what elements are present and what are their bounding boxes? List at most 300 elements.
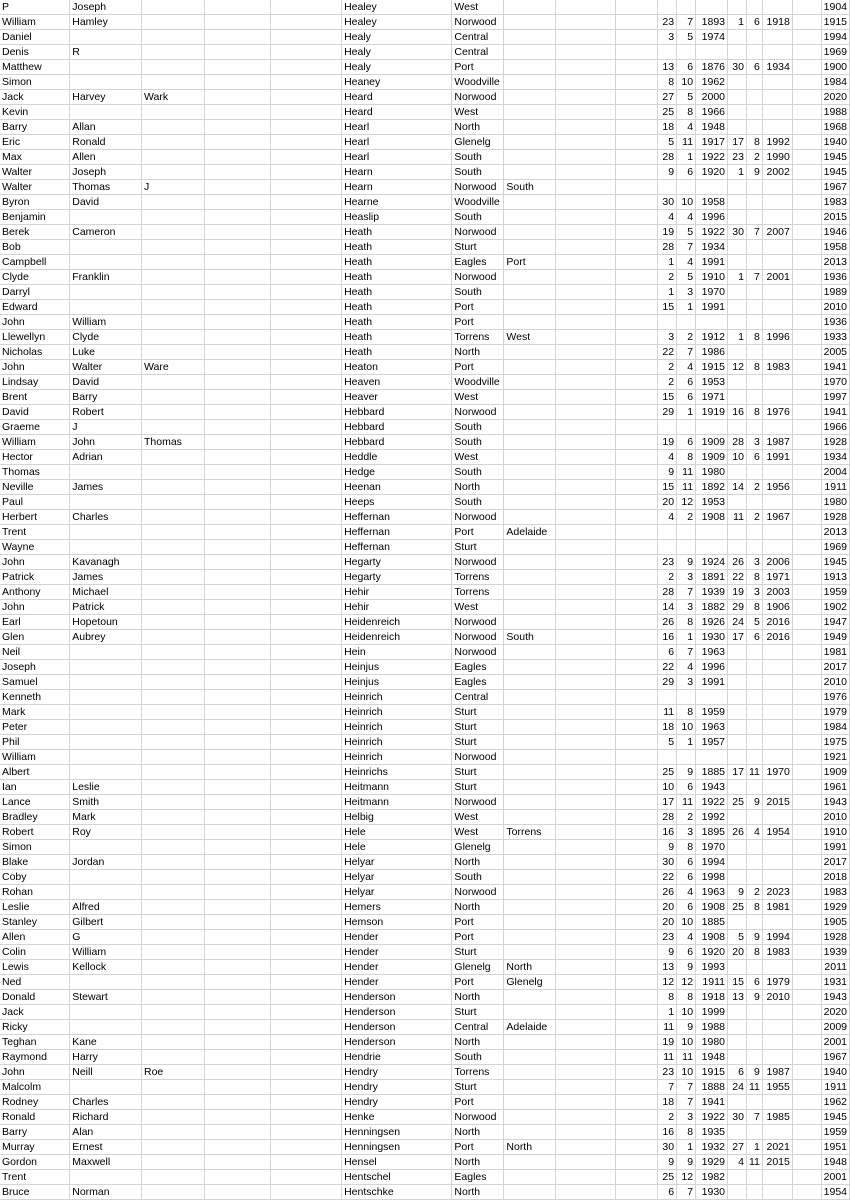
cell-first-name[interactable]: Lindsay: [0, 375, 70, 390]
cell-death-month[interactable]: [746, 75, 762, 90]
cell-birth-year[interactable]: 1920: [696, 165, 728, 180]
cell-first-name[interactable]: Rodney: [0, 1095, 70, 1110]
cell-death-month[interactable]: [746, 690, 762, 705]
cell-birth-year[interactable]: 1908: [696, 510, 728, 525]
cell-birth-month[interactable]: 11: [677, 480, 696, 495]
cell-surname[interactable]: Heinrich: [342, 720, 452, 735]
cell-col-i[interactable]: [556, 150, 615, 165]
cell-birth-day[interactable]: 1: [658, 1005, 677, 1020]
cell-death-year[interactable]: 1996: [762, 330, 792, 345]
cell-club-2[interactable]: [504, 0, 556, 15]
cell-club[interactable]: Eagles: [452, 660, 504, 675]
cell-col-d[interactable]: [204, 420, 270, 435]
cell-col-j[interactable]: [615, 255, 658, 270]
cell-birth-day[interactable]: 2: [658, 1110, 677, 1125]
cell-death-day[interactable]: 23: [728, 150, 747, 165]
cell-col-e[interactable]: [270, 105, 341, 120]
cell-third-name[interactable]: [141, 135, 204, 150]
cell-surname[interactable]: Heidenreich: [342, 630, 452, 645]
cell-col-e[interactable]: [270, 1110, 341, 1125]
cell-death-day[interactable]: [728, 705, 747, 720]
cell-club-2[interactable]: [504, 885, 556, 900]
cell-death-month[interactable]: 3: [746, 555, 762, 570]
cell-birth-month[interactable]: 5: [677, 225, 696, 240]
cell-birth-year[interactable]: [696, 315, 728, 330]
cell-col-i[interactable]: [556, 975, 615, 990]
cell-death-year[interactable]: [762, 525, 792, 540]
cell-birth-year[interactable]: [696, 420, 728, 435]
cell-first-name[interactable]: Colin: [0, 945, 70, 960]
cell-surname[interactable]: Heinjus: [342, 675, 452, 690]
cell-third-name[interactable]: [141, 540, 204, 555]
cell-club-2[interactable]: [504, 585, 556, 600]
cell-death-year[interactable]: [762, 750, 792, 765]
cell-debut-year[interactable]: 1969: [821, 45, 849, 60]
cell-birth-year[interactable]: 1908: [696, 930, 728, 945]
cell-col-d[interactable]: [204, 765, 270, 780]
cell-col-i[interactable]: [556, 240, 615, 255]
cell-death-day[interactable]: 6: [728, 1065, 747, 1080]
cell-birth-year[interactable]: 1885: [696, 915, 728, 930]
cell-death-year[interactable]: 1906: [762, 600, 792, 615]
cell-death-year[interactable]: [762, 735, 792, 750]
cell-col-e[interactable]: [270, 900, 341, 915]
cell-col-q[interactable]: [792, 1110, 821, 1125]
cell-surname[interactable]: Hemers: [342, 900, 452, 915]
cell-club[interactable]: Sturt: [452, 765, 504, 780]
cell-death-month[interactable]: [746, 345, 762, 360]
cell-birth-day[interactable]: 22: [658, 345, 677, 360]
cell-third-name[interactable]: [141, 1185, 204, 1200]
cell-debut-year[interactable]: 1951: [821, 1140, 849, 1155]
cell-death-month[interactable]: 8: [746, 360, 762, 375]
cell-col-d[interactable]: [204, 330, 270, 345]
cell-death-month[interactable]: [746, 0, 762, 15]
cell-col-q[interactable]: [792, 1035, 821, 1050]
cell-surname[interactable]: Helyar: [342, 885, 452, 900]
cell-debut-year[interactable]: 2010: [821, 810, 849, 825]
cell-col-i[interactable]: [556, 30, 615, 45]
cell-col-i[interactable]: [556, 450, 615, 465]
cell-death-year[interactable]: [762, 465, 792, 480]
cell-death-month[interactable]: 2: [746, 510, 762, 525]
cell-third-name[interactable]: [141, 105, 204, 120]
cell-first-name[interactable]: Mark: [0, 705, 70, 720]
cell-birth-month[interactable]: 3: [677, 1110, 696, 1125]
cell-col-e[interactable]: [270, 45, 341, 60]
cell-death-month[interactable]: 9: [746, 930, 762, 945]
cell-first-name[interactable]: Kenneth: [0, 690, 70, 705]
cell-surname[interactable]: Heath: [342, 270, 452, 285]
cell-birth-day[interactable]: 19: [658, 225, 677, 240]
cell-second-name[interactable]: [70, 705, 142, 720]
cell-birth-day[interactable]: 6: [658, 645, 677, 660]
cell-col-e[interactable]: [270, 315, 341, 330]
cell-birth-month[interactable]: 7: [677, 15, 696, 30]
cell-death-month[interactable]: [746, 210, 762, 225]
cell-col-j[interactable]: [615, 960, 658, 975]
cell-death-day[interactable]: [728, 1005, 747, 1020]
cell-death-day[interactable]: 12: [728, 360, 747, 375]
cell-birth-month[interactable]: 1: [677, 630, 696, 645]
cell-col-j[interactable]: [615, 870, 658, 885]
cell-club[interactable]: Torrens: [452, 570, 504, 585]
cell-club[interactable]: Sturt: [452, 945, 504, 960]
cell-first-name[interactable]: Donald: [0, 990, 70, 1005]
cell-surname[interactable]: Hender: [342, 960, 452, 975]
cell-debut-year[interactable]: 1969: [821, 540, 849, 555]
cell-birth-year[interactable]: 1986: [696, 345, 728, 360]
cell-surname[interactable]: Heard: [342, 90, 452, 105]
cell-col-q[interactable]: [792, 405, 821, 420]
cell-death-day[interactable]: [728, 660, 747, 675]
cell-col-j[interactable]: [615, 45, 658, 60]
cell-col-q[interactable]: [792, 750, 821, 765]
cell-second-name[interactable]: Gilbert: [70, 915, 142, 930]
cell-col-i[interactable]: [556, 690, 615, 705]
cell-surname[interactable]: Healey: [342, 0, 452, 15]
cell-col-d[interactable]: [204, 1110, 270, 1125]
cell-second-name[interactable]: G: [70, 930, 142, 945]
cell-surname[interactable]: Hendry: [342, 1065, 452, 1080]
cell-death-year[interactable]: [762, 90, 792, 105]
cell-col-q[interactable]: [792, 855, 821, 870]
cell-col-j[interactable]: [615, 555, 658, 570]
cell-col-e[interactable]: [270, 930, 341, 945]
cell-club[interactable]: South: [452, 495, 504, 510]
cell-death-year[interactable]: 1954: [762, 825, 792, 840]
cell-col-j[interactable]: [615, 975, 658, 990]
cell-birth-month[interactable]: 1: [677, 1140, 696, 1155]
cell-third-name[interactable]: [141, 780, 204, 795]
cell-debut-year[interactable]: 2001: [821, 1170, 849, 1185]
cell-second-name[interactable]: Leslie: [70, 780, 142, 795]
cell-col-e[interactable]: [270, 180, 341, 195]
cell-birth-year[interactable]: [696, 0, 728, 15]
cell-birth-day[interactable]: [658, 750, 677, 765]
cell-death-year[interactable]: [762, 195, 792, 210]
cell-birth-day[interactable]: 28: [658, 810, 677, 825]
cell-death-year[interactable]: [762, 180, 792, 195]
cell-col-e[interactable]: [270, 270, 341, 285]
cell-col-i[interactable]: [556, 1155, 615, 1170]
cell-col-i[interactable]: [556, 1110, 615, 1125]
cell-death-month[interactable]: [746, 180, 762, 195]
cell-third-name[interactable]: [141, 1095, 204, 1110]
cell-death-day[interactable]: [728, 810, 747, 825]
cell-club-2[interactable]: [504, 720, 556, 735]
cell-birth-day[interactable]: 29: [658, 675, 677, 690]
cell-col-e[interactable]: [270, 795, 341, 810]
cell-col-j[interactable]: [615, 360, 658, 375]
cell-death-month[interactable]: [746, 735, 762, 750]
cell-col-j[interactable]: [615, 105, 658, 120]
cell-death-year[interactable]: 1967: [762, 510, 792, 525]
cell-birth-year[interactable]: 1939: [696, 585, 728, 600]
cell-death-day[interactable]: [728, 195, 747, 210]
cell-death-month[interactable]: 8: [746, 135, 762, 150]
cell-death-day[interactable]: [728, 780, 747, 795]
cell-death-year[interactable]: 2003: [762, 585, 792, 600]
cell-birth-year[interactable]: 1988: [696, 1020, 728, 1035]
cell-death-day[interactable]: 4: [728, 1155, 747, 1170]
cell-second-name[interactable]: [70, 975, 142, 990]
cell-second-name[interactable]: [70, 645, 142, 660]
cell-second-name[interactable]: [70, 465, 142, 480]
cell-col-j[interactable]: [615, 195, 658, 210]
cell-club-2[interactable]: [504, 465, 556, 480]
cell-death-month[interactable]: [746, 255, 762, 270]
cell-col-j[interactable]: [615, 0, 658, 15]
cell-surname[interactable]: Heffernan: [342, 540, 452, 555]
cell-second-name[interactable]: [70, 675, 142, 690]
cell-birth-month[interactable]: 7: [677, 345, 696, 360]
cell-surname[interactable]: Heard: [342, 105, 452, 120]
cell-birth-month[interactable]: 9: [677, 1155, 696, 1170]
cell-birth-month[interactable]: 2: [677, 510, 696, 525]
cell-col-q[interactable]: [792, 900, 821, 915]
cell-surname[interactable]: Heaton: [342, 360, 452, 375]
cell-col-j[interactable]: [615, 300, 658, 315]
cell-col-e[interactable]: [270, 255, 341, 270]
cell-death-month[interactable]: [746, 720, 762, 735]
cell-col-i[interactable]: [556, 0, 615, 15]
cell-third-name[interactable]: [141, 150, 204, 165]
cell-col-d[interactable]: [204, 945, 270, 960]
cell-surname[interactable]: Henderson: [342, 1020, 452, 1035]
cell-col-q[interactable]: [792, 930, 821, 945]
cell-death-year[interactable]: 2023: [762, 885, 792, 900]
cell-surname[interactable]: Heath: [342, 345, 452, 360]
cell-birth-month[interactable]: 12: [677, 495, 696, 510]
cell-col-i[interactable]: [556, 705, 615, 720]
cell-surname[interactable]: Heath: [342, 330, 452, 345]
cell-club-2[interactable]: South: [504, 630, 556, 645]
cell-club-2[interactable]: [504, 810, 556, 825]
cell-col-j[interactable]: [615, 990, 658, 1005]
cell-club[interactable]: Glenelg: [452, 135, 504, 150]
cell-first-name[interactable]: Murray: [0, 1140, 70, 1155]
cell-col-i[interactable]: [556, 675, 615, 690]
cell-death-year[interactable]: [762, 645, 792, 660]
cell-col-d[interactable]: [204, 1065, 270, 1080]
cell-col-d[interactable]: [204, 840, 270, 855]
cell-death-month[interactable]: [746, 540, 762, 555]
cell-birth-month[interactable]: 9: [677, 555, 696, 570]
cell-birth-month[interactable]: [677, 525, 696, 540]
cell-col-i[interactable]: [556, 435, 615, 450]
cell-club-2[interactable]: [504, 1110, 556, 1125]
cell-birth-day[interactable]: 18: [658, 120, 677, 135]
cell-surname[interactable]: Hearl: [342, 135, 452, 150]
cell-birth-day[interactable]: 5: [658, 135, 677, 150]
cell-surname[interactable]: Heath: [342, 300, 452, 315]
cell-club-2[interactable]: [504, 120, 556, 135]
cell-club[interactable]: Sturt: [452, 780, 504, 795]
cell-birth-year[interactable]: 1958: [696, 195, 728, 210]
cell-birth-month[interactable]: 7: [677, 240, 696, 255]
cell-col-q[interactable]: [792, 990, 821, 1005]
cell-death-month[interactable]: [746, 45, 762, 60]
cell-col-q[interactable]: [792, 780, 821, 795]
cell-col-j[interactable]: [615, 450, 658, 465]
cell-first-name[interactable]: Jack: [0, 90, 70, 105]
cell-col-e[interactable]: [270, 570, 341, 585]
cell-first-name[interactable]: Samuel: [0, 675, 70, 690]
cell-second-name[interactable]: [70, 300, 142, 315]
cell-col-q[interactable]: [792, 315, 821, 330]
cell-death-day[interactable]: [728, 105, 747, 120]
cell-col-q[interactable]: [792, 210, 821, 225]
cell-surname[interactable]: Heinrich: [342, 705, 452, 720]
cell-death-year[interactable]: [762, 840, 792, 855]
cell-surname[interactable]: Hedge: [342, 465, 452, 480]
cell-col-q[interactable]: [792, 15, 821, 30]
cell-death-year[interactable]: 1983: [762, 945, 792, 960]
cell-col-e[interactable]: [270, 1020, 341, 1035]
cell-col-i[interactable]: [556, 735, 615, 750]
cell-col-q[interactable]: [792, 915, 821, 930]
cell-surname[interactable]: Heath: [342, 255, 452, 270]
cell-surname[interactable]: Hegarty: [342, 570, 452, 585]
cell-col-j[interactable]: [615, 165, 658, 180]
cell-first-name[interactable]: Hector: [0, 450, 70, 465]
cell-surname[interactable]: Heaney: [342, 75, 452, 90]
cell-death-month[interactable]: [746, 120, 762, 135]
cell-club-2[interactable]: [504, 1095, 556, 1110]
cell-club[interactable]: North: [452, 855, 504, 870]
cell-death-year[interactable]: 1955: [762, 1080, 792, 1095]
cell-col-i[interactable]: [556, 990, 615, 1005]
cell-col-d[interactable]: [204, 1125, 270, 1140]
cell-first-name[interactable]: Lewis: [0, 960, 70, 975]
cell-second-name[interactable]: Roy: [70, 825, 142, 840]
cell-col-i[interactable]: [556, 45, 615, 60]
cell-col-j[interactable]: [615, 90, 658, 105]
cell-col-i[interactable]: [556, 195, 615, 210]
cell-col-j[interactable]: [615, 15, 658, 30]
cell-third-name[interactable]: [141, 480, 204, 495]
cell-club[interactable]: Sturt: [452, 1005, 504, 1020]
cell-death-day[interactable]: 9: [728, 885, 747, 900]
cell-death-day[interactable]: [728, 300, 747, 315]
cell-col-q[interactable]: [792, 330, 821, 345]
cell-surname[interactable]: Heaver: [342, 390, 452, 405]
cell-col-e[interactable]: [270, 1185, 341, 1200]
cell-col-e[interactable]: [270, 990, 341, 1005]
cell-third-name[interactable]: [141, 210, 204, 225]
cell-birth-day[interactable]: 12: [658, 975, 677, 990]
cell-second-name[interactable]: Richard: [70, 1110, 142, 1125]
cell-club[interactable]: Port: [452, 60, 504, 75]
cell-birth-month[interactable]: 2: [677, 330, 696, 345]
cell-col-d[interactable]: [204, 660, 270, 675]
cell-birth-day[interactable]: 16: [658, 630, 677, 645]
cell-birth-day[interactable]: 8: [658, 75, 677, 90]
cell-death-day[interactable]: [728, 345, 747, 360]
cell-birth-day[interactable]: 22: [658, 660, 677, 675]
cell-col-j[interactable]: [615, 435, 658, 450]
cell-birth-day[interactable]: 9: [658, 165, 677, 180]
cell-death-day[interactable]: 17: [728, 765, 747, 780]
cell-first-name[interactable]: Trent: [0, 525, 70, 540]
cell-club[interactable]: Norwood: [452, 885, 504, 900]
cell-col-j[interactable]: [615, 120, 658, 135]
cell-col-e[interactable]: [270, 465, 341, 480]
cell-col-i[interactable]: [556, 780, 615, 795]
cell-birth-day[interactable]: 10: [658, 780, 677, 795]
cell-death-day[interactable]: [728, 1020, 747, 1035]
cell-col-q[interactable]: [792, 450, 821, 465]
cell-club-2[interactable]: [504, 75, 556, 90]
cell-club[interactable]: Woodville: [452, 375, 504, 390]
cell-surname[interactable]: Hender: [342, 930, 452, 945]
cell-birth-day[interactable]: 13: [658, 960, 677, 975]
cell-col-d[interactable]: [204, 1050, 270, 1065]
cell-col-d[interactable]: [204, 165, 270, 180]
cell-first-name[interactable]: Phil: [0, 735, 70, 750]
cell-birth-day[interactable]: 4: [658, 510, 677, 525]
cell-col-q[interactable]: [792, 1080, 821, 1095]
cell-debut-year[interactable]: 1958: [821, 240, 849, 255]
cell-death-year[interactable]: [762, 1005, 792, 1020]
cell-club-2[interactable]: [504, 375, 556, 390]
cell-col-i[interactable]: [556, 375, 615, 390]
cell-col-d[interactable]: [204, 15, 270, 30]
cell-birth-month[interactable]: 4: [677, 930, 696, 945]
cell-third-name[interactable]: Wark: [141, 90, 204, 105]
cell-first-name[interactable]: Llewellyn: [0, 330, 70, 345]
cell-col-q[interactable]: [792, 1065, 821, 1080]
cell-col-e[interactable]: [270, 600, 341, 615]
cell-surname[interactable]: Heinrich: [342, 750, 452, 765]
cell-first-name[interactable]: Simon: [0, 75, 70, 90]
cell-death-month[interactable]: [746, 285, 762, 300]
cell-birth-year[interactable]: 1998: [696, 870, 728, 885]
cell-club-2[interactable]: [504, 795, 556, 810]
cell-club[interactable]: West: [452, 450, 504, 465]
cell-second-name[interactable]: [70, 75, 142, 90]
cell-col-q[interactable]: [792, 615, 821, 630]
cell-club-2[interactable]: [504, 1170, 556, 1185]
cell-death-month[interactable]: 9: [746, 795, 762, 810]
cell-death-day[interactable]: 1: [728, 330, 747, 345]
cell-death-year[interactable]: 1934: [762, 60, 792, 75]
cell-death-year[interactable]: 1970: [762, 765, 792, 780]
cell-debut-year[interactable]: 2017: [821, 855, 849, 870]
cell-col-e[interactable]: [270, 540, 341, 555]
cell-club[interactable]: North: [452, 480, 504, 495]
cell-death-year[interactable]: [762, 210, 792, 225]
cell-club[interactable]: Norwood: [452, 630, 504, 645]
cell-col-q[interactable]: [792, 0, 821, 15]
cell-club-2[interactable]: [504, 135, 556, 150]
cell-second-name[interactable]: [70, 870, 142, 885]
cell-col-e[interactable]: [270, 225, 341, 240]
cell-death-month[interactable]: [746, 1095, 762, 1110]
cell-first-name[interactable]: Lance: [0, 795, 70, 810]
cell-col-q[interactable]: [792, 60, 821, 75]
cell-birth-month[interactable]: 1: [677, 300, 696, 315]
cell-surname[interactable]: Hentschke: [342, 1185, 452, 1200]
cell-club-2[interactable]: [504, 705, 556, 720]
cell-death-day[interactable]: 1: [728, 15, 747, 30]
cell-debut-year[interactable]: 1909: [821, 765, 849, 780]
cell-first-name[interactable]: John: [0, 555, 70, 570]
cell-third-name[interactable]: [141, 405, 204, 420]
cell-birth-year[interactable]: 1929: [696, 1155, 728, 1170]
cell-death-day[interactable]: 30: [728, 60, 747, 75]
